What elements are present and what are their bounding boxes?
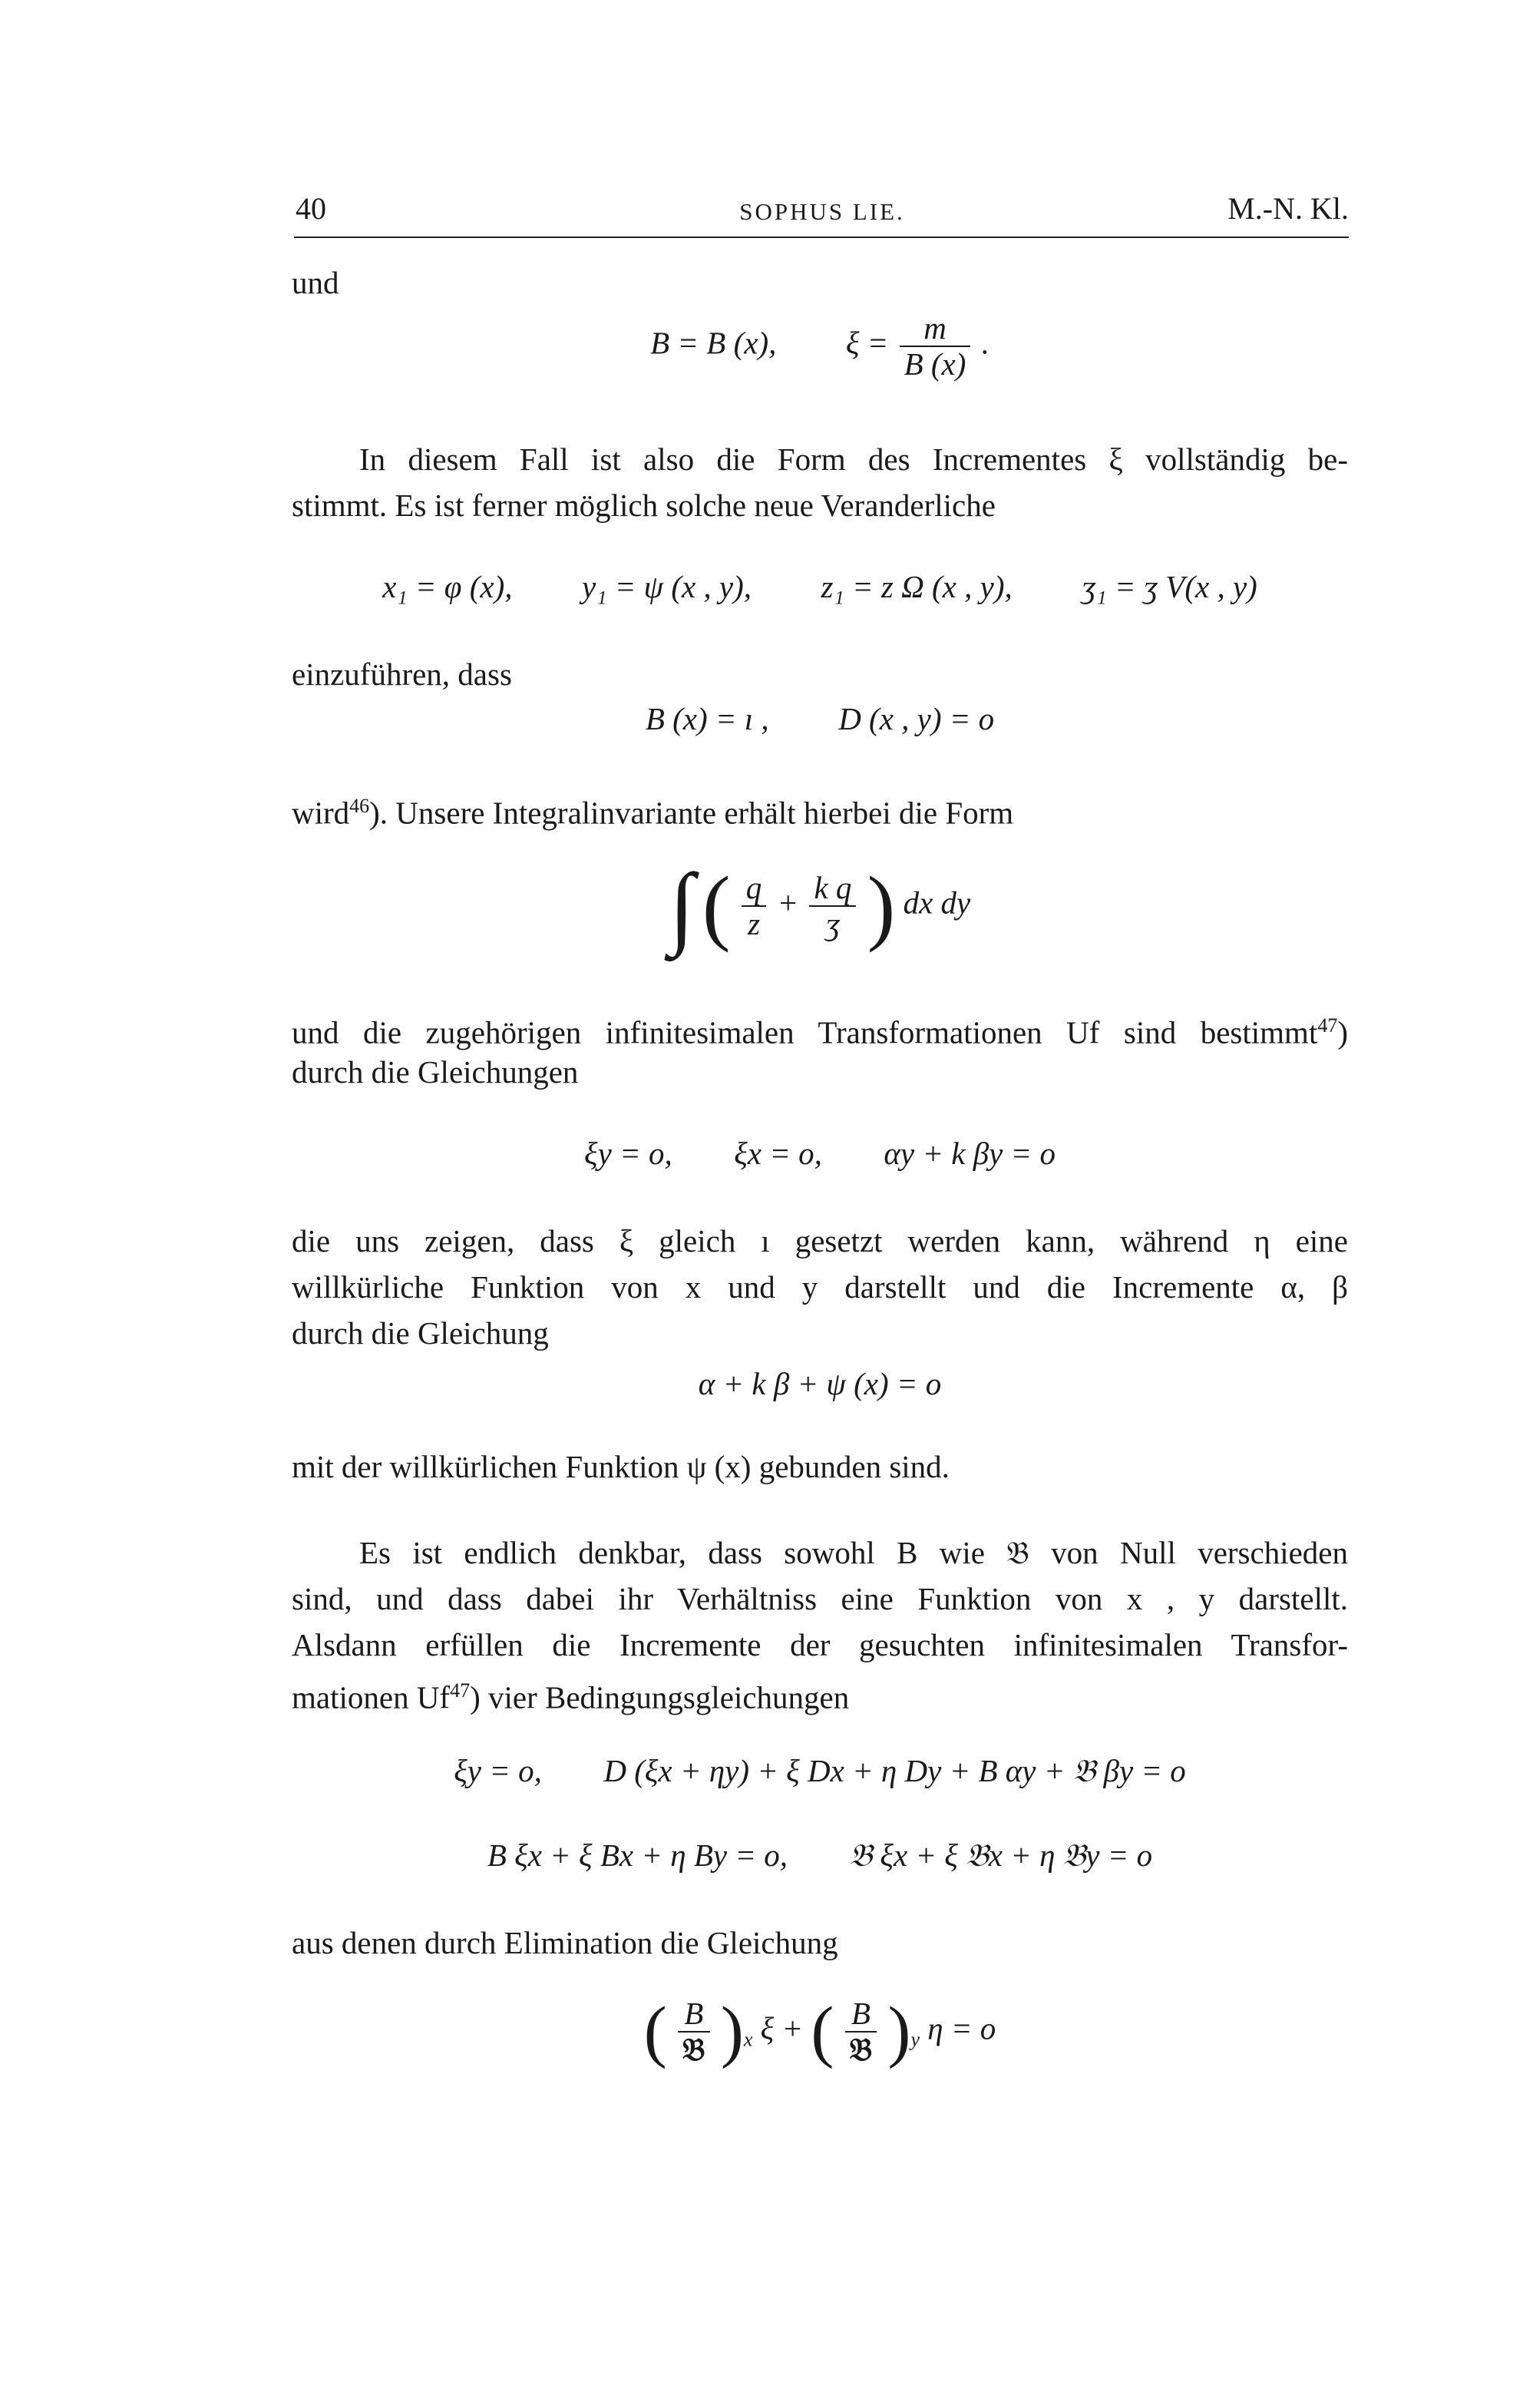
eq9-middle: ξ + (760, 2010, 804, 2046)
eq4-den-2: ʒ (825, 906, 841, 941)
p7-text-a: mationen Uf (292, 1679, 451, 1715)
paragraph-5-line-1: die uns zeigen, dass ξ gleich ı gesetzt werden kann, während η eine (292, 1223, 1348, 1259)
eq5-term-3: αy + k βy = o (884, 1136, 1056, 1171)
eq4-num-2: k q (809, 871, 856, 907)
running-title: SOPHUS LIE. (739, 198, 905, 225)
eq9-fraction-2 (845, 1996, 877, 2067)
eq9-fraction-1 (678, 1996, 710, 2067)
paragraph-1-line-1: In diesem Fall ist also die Form des Incrementes ξ vollständig be- (359, 442, 1348, 477)
equation-8 (292, 1837, 1348, 1874)
paragraph-und: und (292, 265, 339, 300)
eq4-fraction-1 (742, 871, 767, 941)
eq3-term-1: B (x) = ı , (645, 701, 769, 736)
eq1-denominator: B (x) (904, 346, 966, 382)
eq9-den-1: 𝔅 (682, 2031, 705, 2069)
p3-text-b: ). Unsere Integralinvariante erhält hierbei die Form (369, 795, 1014, 831)
eq7-term-1: ξy = o, (454, 1753, 542, 1788)
header-rule (294, 237, 1349, 238)
paragraph-5-line-3: durch die Gleichung (292, 1315, 549, 1351)
eq9-den-2: 𝔅 (849, 2031, 873, 2069)
eq1-left: B = B (x), (650, 325, 777, 361)
equation-9: ( $\frac{B}{\text{𝔅}}$ )$_x$ ξ + ( $\frac{B}{\text{𝔅}}$ )$_y$ η = o (643, 1993, 996, 2070)
eq5-term-2: ξx = o, (734, 1136, 822, 1171)
integral-sign: ∫ (669, 855, 695, 957)
equation-4-integral: ∫ ( $\frac{q}{z}$ + $\frac{\text{k q}}{\text{ʒ}}$ ) dx dy (669, 855, 971, 957)
paragraph-7-line-1: Es ist endlich denkbar, dass sowohl B wie 𝔅 von Null verschieden (359, 1535, 1348, 1570)
eq5-term-1: ξy = o, (584, 1136, 672, 1171)
p4-text-a: und die zugehörigen infinitesimalen Transformationen Uf sind bestimmt (292, 1014, 1318, 1050)
paragraph-4-line-2: durch die Gleichungen (292, 1054, 579, 1090)
eq1-fraction (900, 311, 971, 382)
page-number: 40 (296, 191, 326, 226)
paragraph-7-line-3: Alsdann erfüllen die Incremente der gesuchten infinitesimalen Transfor- (292, 1627, 1348, 1662)
paragraph-8: aus denen durch Elimination die Gleichung (292, 1925, 838, 1960)
eq4-plus: + (777, 885, 799, 921)
paragraph-7-line-4 (292, 1668, 1348, 1721)
paragraph-7-line-2: sind, und dass dabei ihr Verhältniss eine Funktion von x , y darstellt. (292, 1581, 1348, 1616)
eq2-term-1: x₁ = φ (x), (382, 569, 513, 604)
footnote-ref-47b: 47 (450, 1679, 471, 1702)
eq2-term-4: ʒ₁ = ʒ V(x , y) (1082, 569, 1257, 604)
eq9-subscript-x: x (743, 2028, 753, 2051)
equation-7 (292, 1752, 1348, 1790)
class-label: M.-N. Kl. (1227, 191, 1349, 226)
eq4-num-1: q (742, 871, 767, 907)
eq9-end: η = o (927, 2010, 996, 2046)
eq8-term-1: B ξx + ξ Bx + η By = o, (487, 1837, 788, 1873)
eq1-end: . (981, 325, 989, 361)
eq9-num-2: B (845, 1996, 877, 2033)
p4-text-b: ) (1337, 1014, 1348, 1050)
eq1-numerator: m (900, 311, 971, 347)
eq1-xi: ξ = (845, 325, 889, 361)
footnote-ref-46: 46 (349, 795, 370, 817)
eq9-subscript-y: y (910, 2028, 920, 2051)
paragraph-3 (292, 783, 1348, 836)
running-header (296, 190, 1349, 237)
p7-text-b: ) vier Bedingungsgleichungen (470, 1679, 850, 1715)
eq4-differentials: dx dy (903, 885, 971, 921)
paragraph-5-line-2: willkürliche Funktion von x und y darstellt und die Incremente α, β (292, 1269, 1348, 1305)
eq9-num-1: B (678, 1996, 710, 2033)
equation-6: α + k β + ψ (x) = o (698, 1366, 942, 1401)
equation-1 (292, 311, 1348, 382)
eq4-den-1: z (748, 906, 761, 941)
equation-3 (292, 700, 1348, 737)
eq2-term-3: z₁ = z Ω (x , y), (821, 569, 1013, 604)
paragraph-2: einzuführen, dass (292, 657, 512, 692)
paragraph-1-line-2: stimmt. Es ist ferner möglich solche neue Veranderliche (292, 488, 996, 523)
eq7-term-2: D (ξx + ηy) + ξ Dx + η Dy + B αy + 𝔅 βy = o (603, 1753, 1186, 1788)
eq3-term-2: D (x , y) = o (838, 701, 995, 736)
footnote-ref-47: 47 (1317, 1014, 1338, 1037)
paragraph-6: mit der willkürlichen Funktion ψ (x) gebunden sind. (292, 1449, 950, 1484)
p3-text-a: wird (292, 795, 350, 831)
equation-5 (292, 1135, 1348, 1172)
eq4-fraction-2 (809, 871, 856, 941)
paragraph-4 (292, 1003, 1348, 1056)
eq2-term-2: y₁ = ψ (x , y), (582, 569, 752, 604)
equation-2 (292, 568, 1348, 605)
eq8-term-2: 𝔅 ξx + ξ 𝔅x + η 𝔅y = o (849, 1837, 1153, 1873)
